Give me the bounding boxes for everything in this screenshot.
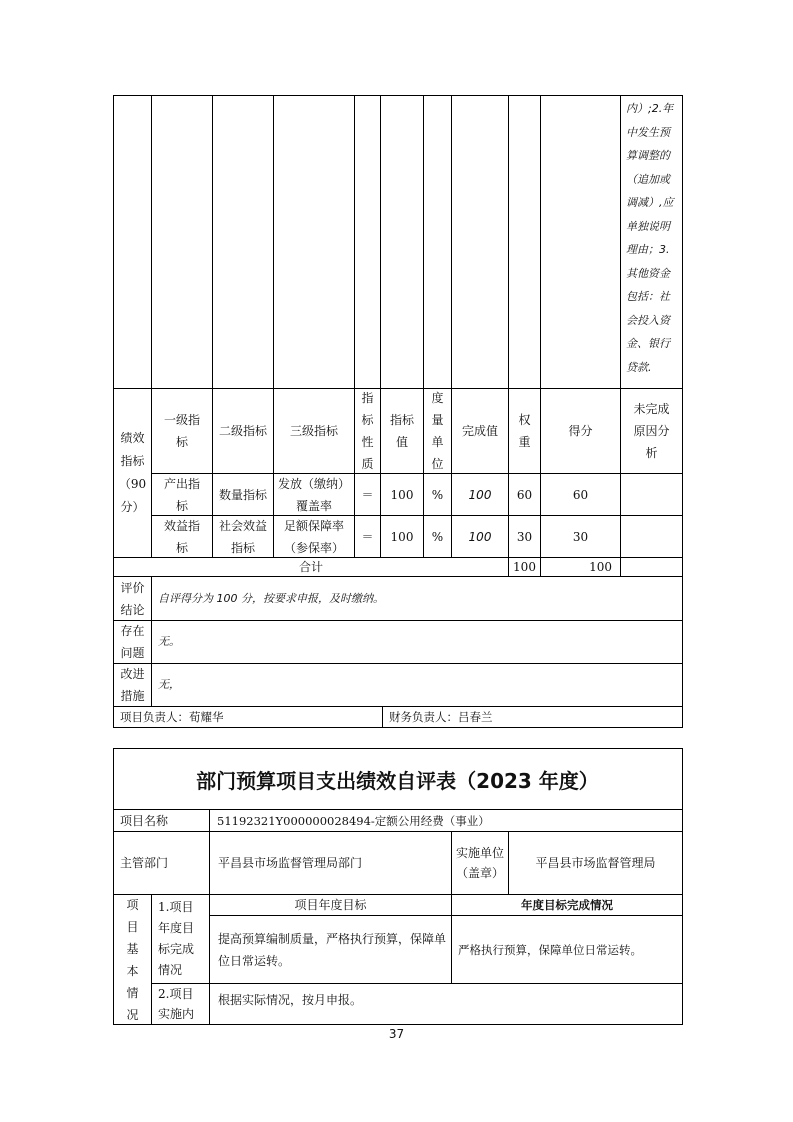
- problems-text: 无。: [158, 635, 180, 648]
- row1-nature: ＝: [361, 487, 374, 502]
- project-name: 51192321Y000000028494-定额公用经费（事业）: [217, 813, 490, 828]
- impl-unit: 平昌县市场监督管理局: [535, 856, 656, 870]
- row1-level1: 产出指标: [163, 476, 200, 513]
- header-reason: 未完成原因分析: [633, 402, 670, 460]
- dept: 平昌县市场监督管理局部门: [218, 856, 363, 870]
- annual-goal-text: 提高预算编制质量，严格执行预算，保障单位日常运转。: [218, 931, 447, 968]
- improvements-label: 改进措施: [120, 667, 145, 703]
- impl-label: 实施单位（盖章）: [456, 846, 505, 880]
- item2-text: 根据实际情况，按月申报。: [218, 993, 363, 1007]
- row1-level2: 数量指标: [218, 487, 267, 502]
- total-weight: 100: [513, 560, 536, 574]
- header-score: 得分: [568, 424, 593, 438]
- row2-level3: 足额保障率（参保率）: [283, 518, 344, 555]
- page-title: 部门预算项目支出绩效自评表（2023 年度）: [196, 768, 599, 793]
- header-weight: 权重: [518, 413, 531, 449]
- perf-indicator-label: 绩效指标（90分）: [118, 431, 147, 514]
- basic-label: 项目基本情况: [126, 897, 139, 1022]
- completion-header: 年度目标完成情况: [521, 898, 613, 912]
- project-leader: 项目负责人：荀耀华: [120, 710, 224, 724]
- completion-text: 严格执行预算，保障单位日常运转。: [458, 942, 642, 957]
- row1-weight: 60: [516, 487, 533, 502]
- item1-label: 1.项目年度目标完成情况: [158, 900, 195, 977]
- problems-label: 存在问题: [120, 624, 145, 660]
- evaluation-label: 评价结论: [120, 580, 145, 617]
- header-completion: 完成值: [461, 424, 498, 438]
- row2-reason: [621, 516, 682, 557]
- dept-label: 主管部门: [120, 856, 169, 870]
- header-nature: 指标性质: [361, 391, 374, 471]
- header-value: 指标值: [389, 413, 414, 449]
- total-label: 合计: [298, 560, 323, 574]
- row1-unit: %: [431, 487, 444, 502]
- header-unit: 度量单位: [431, 391, 444, 471]
- finance-leader: 财务负责人：吕春兰: [389, 710, 493, 724]
- row2-level2: 社会效益指标: [218, 518, 267, 555]
- row2-unit: %: [431, 529, 444, 544]
- header-level3: 三级指标: [289, 424, 338, 438]
- note-text: 内）;2.年中发生预算调整的（追加或调减）,应单独说明理由；3.其他资金包括：社会投入资金、银行贷款.: [626, 102, 674, 374]
- row1-value: 100: [390, 487, 414, 502]
- row1-completion: 100: [468, 487, 492, 502]
- row2-completion: 100: [468, 529, 492, 544]
- page-number: 37: [388, 1027, 405, 1041]
- evaluation-text: 自评得分为 100 分，按要求申报，及时缴纳。: [158, 591, 384, 605]
- row1-score: 60: [572, 487, 589, 502]
- improvements-text: 无，: [158, 678, 180, 691]
- row2-nature: ＝: [361, 529, 374, 544]
- annual-goal-header: 项目年度目标: [294, 898, 367, 912]
- row2-weight: 30: [516, 529, 533, 544]
- row1-level3: 发放（缴纳）覆盖率: [277, 476, 350, 513]
- row2-value: 100: [390, 529, 414, 544]
- project-name-label: 项目名称: [120, 813, 169, 828]
- row2-level1: 效益指标: [163, 518, 200, 555]
- total-score: 100: [589, 560, 612, 574]
- row1-reason: [621, 474, 682, 515]
- row2-score: 30: [572, 529, 589, 544]
- header-level1: 一级指标: [163, 413, 200, 449]
- header-level2: 二级指标: [218, 424, 267, 438]
- item2-label: 2.项目实施内: [158, 987, 195, 1021]
